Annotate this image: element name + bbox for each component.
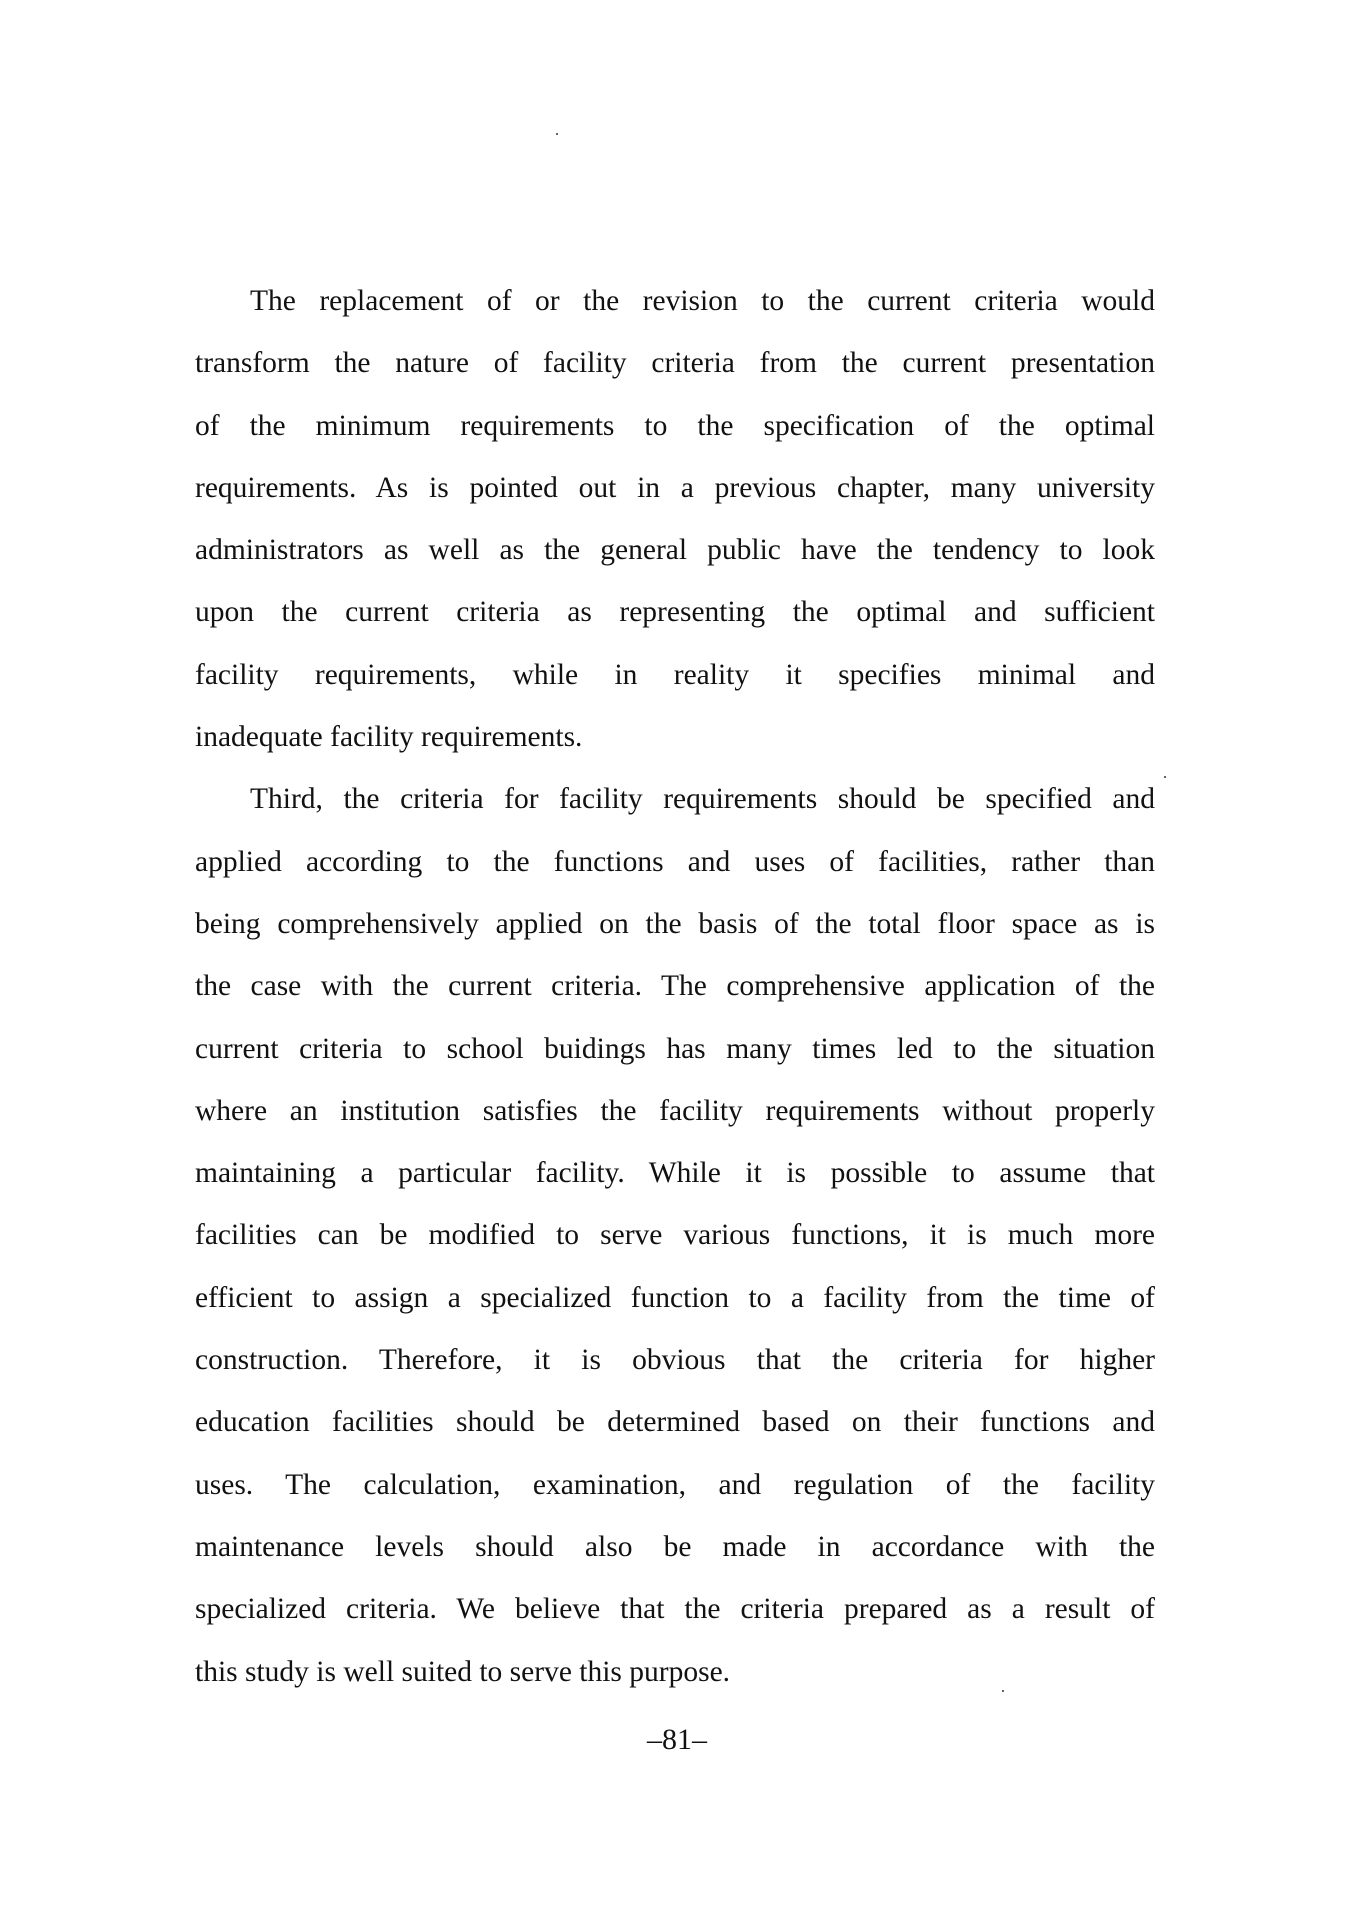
text-line: upon the current criteria as representing the optimal and sufficient <box>195 596 1155 629</box>
scan-speck <box>556 133 558 135</box>
text-line: maintaining a particular facility. While it is possible to assume that <box>195 1157 1155 1190</box>
text-line: inadequate facility requirements. <box>195 721 583 754</box>
paragraph-2 <box>195 768 1155 1702</box>
text-line: facilities can be modified to serve various functions, it is much more <box>195 1219 1155 1252</box>
text-line: requirements. As is pointed out in a previous chapter, many university <box>195 471 1155 504</box>
text-line: administrators as well as the general public have the tendency to look <box>195 534 1155 567</box>
text-line: this study is well suited to serve this purpose. <box>195 1655 731 1688</box>
page-number: –81– <box>647 1723 707 1756</box>
text-line: maintenance levels should also be made in accordance with the <box>195 1530 1155 1563</box>
text-line: of the minimum requirements to the specification of the optimal <box>195 409 1155 442</box>
text-line: applied according to the functions and uses of facilities, rather than <box>195 845 1155 878</box>
body-text <box>195 270 1155 1703</box>
text-line: specialized criteria. We believe that the criteria prepared as a result of <box>195 1593 1155 1626</box>
text-line: facility requirements, while in reality it specifies minimal and <box>195 658 1155 691</box>
text-line: efficient to assign a specialized function to a facility from the time of <box>195 1281 1155 1314</box>
text-line: being comprehensively applied on the basis of the total floor space as is <box>195 907 1155 940</box>
text-line: education facilities should be determined based on their functions and <box>195 1406 1155 1439</box>
scan-speck <box>1164 776 1166 778</box>
text-line: construction. Therefore, it is obvious that the criteria for higher <box>195 1344 1155 1377</box>
text-line: where an institution satisfies the facility requirements without properly <box>195 1094 1155 1127</box>
text-line: transform the nature of facility criteria from the current presentation <box>195 347 1155 380</box>
paragraph-1 <box>195 270 1155 768</box>
text-line: the case with the current criteria. The comprehensive application of the <box>195 970 1155 1003</box>
text-line: Third, the criteria for facility requirements should be specified and <box>250 783 1155 816</box>
text-line: current criteria to school buidings has many times led to the situation <box>195 1032 1155 1065</box>
text-line: uses. The calculation, examination, and regulation of the facility <box>195 1468 1155 1501</box>
text-line: The replacement of or the revision to the current criteria would <box>250 285 1155 317</box>
